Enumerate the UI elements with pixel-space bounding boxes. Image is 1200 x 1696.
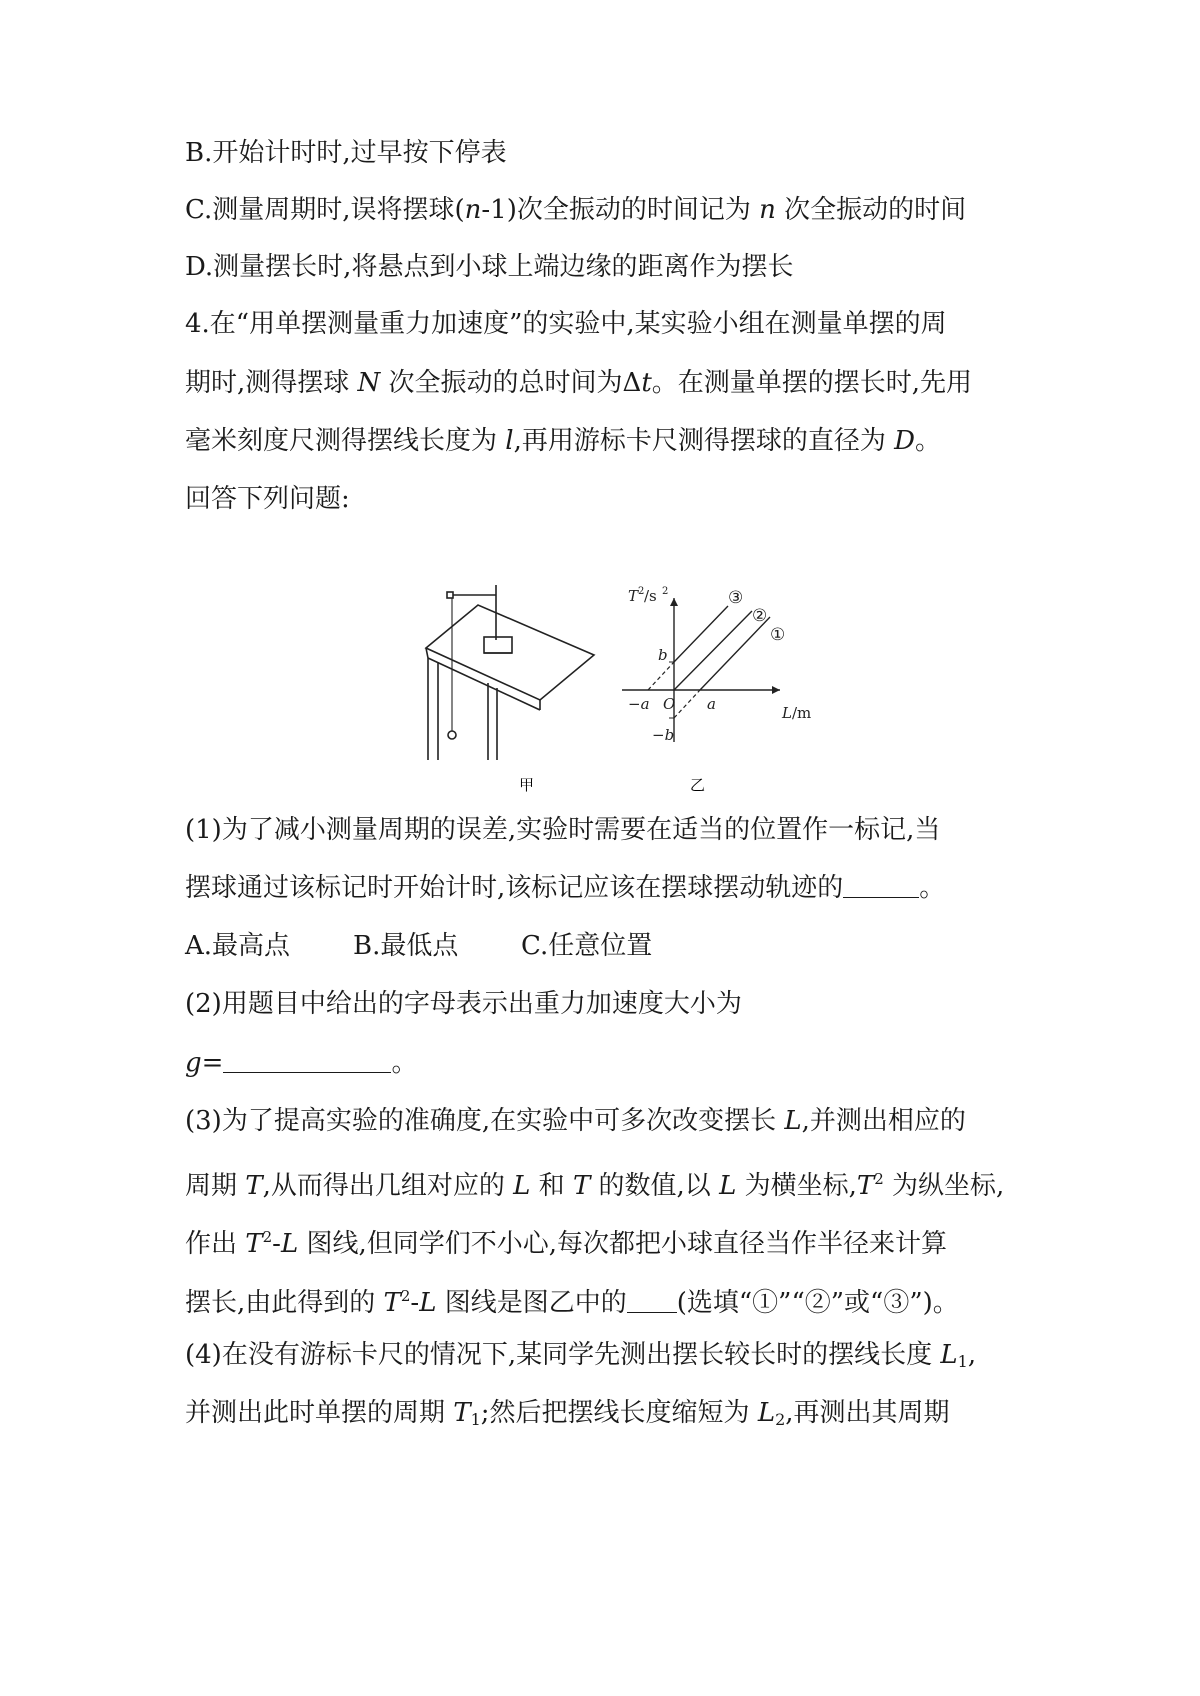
line-label-3: ③ (728, 588, 744, 608)
origin-label: O (663, 695, 676, 713)
line-label-1: ① (770, 625, 786, 645)
p1-choices (185, 929, 652, 963)
choice-a: A.最高点 (185, 931, 291, 961)
line-label-2: ② (752, 606, 768, 626)
figure-yi-caption: 乙 (690, 776, 706, 794)
choice-c: C.任意位置 (521, 931, 653, 961)
option-d: D.测量摆长时,将悬点到小球上端边缘的距离作为摆长 (185, 252, 794, 282)
choice-b: B.最低点 (353, 931, 459, 961)
label-a: a (707, 695, 716, 713)
p3-line-3: 作出 $T^2-L$ 图线,但同学们不小心,每次都把小球直径当作半径来计算 (185, 1228, 948, 1259)
pendulum-bob (448, 731, 456, 739)
p3-line-4: 摆长,由此得到的 $T^2-L$ 图线是图乙中的 (选填“①”“②”或“③”)。 (185, 1287, 959, 1318)
y-axis-label-t: T (628, 587, 639, 605)
answer-blank-2[interactable] (223, 1050, 391, 1073)
y-axis-label-unit: /s (644, 587, 657, 605)
p4-line-1: (4)在没有游标卡尺的情况下,某同学先测出摆长较长时的摆线长度 $L_1$, (185, 1340, 977, 1371)
p3-line-1: (3)为了提高实验的准确度,在实验中可多次改变摆长 L,并测出相应的 (185, 1106, 966, 1136)
label-neg-b: −b (652, 726, 675, 744)
figure-jia-caption: 甲 (519, 776, 535, 794)
y-axis-unit-exp: 2 (662, 586, 669, 597)
figures (0, 0, 1200, 800)
option-c: C.测量周期时,误将摆球(n-1)次全振动的时间记为 n 次全振动的时间 (185, 195, 967, 225)
pendulum-apparatus-figure (426, 585, 594, 760)
p2-line-1: (2)用题目中给出的字母表示出重力加速度大小为 (185, 989, 742, 1019)
p1-line-2: 摆球通过该标记时开始计时,该标记应该在摆球摆动轨迹的 。 (185, 873, 946, 903)
x-axis-unit: /m (792, 704, 812, 722)
q4-line-4: 回答下列问题: (185, 484, 350, 514)
p4-line-2: 并测出此时单摆的周期 $T_1$;然后把摆线长度缩短为 $L_2$,再测出其周期 (185, 1398, 950, 1429)
label-neg-a: −a (628, 695, 650, 713)
q4-line-1: 4.在“用单摆测量重力加速度”的实验中,某实验小组在测量单摆的周 (185, 309, 947, 339)
q4-line-2: 期时,测得摆球 N 次全振动的总时间为Δt。在测量单摆的摆长时,先用 (185, 368, 973, 398)
p3-line-2: 周期 T,从而得出几组对应的 L 和 T 的数值,以 L 为横坐标$,T^2$ 为纵坐标, (185, 1170, 1005, 1201)
stand-base (484, 637, 512, 653)
answer-blank-1[interactable] (843, 875, 919, 898)
option-b: B.开始计时时,过早按下停表 (185, 138, 507, 168)
y-axis-label-exp: 2 (638, 586, 645, 597)
x-axis-label: L (782, 704, 792, 722)
answer-blank-3[interactable] (627, 1290, 677, 1313)
graph-line-1-dashed (674, 690, 700, 718)
graph-line-3-dashed (648, 662, 674, 690)
q4-line-3: 毫米刻度尺测得摆线长度为 l,再用游标卡尺测得摆球的直径为 D。 (185, 426, 941, 456)
label-b: b (658, 646, 668, 664)
p1-line-1: (1)为了减小测量周期的误差,实验时需要在适当的位置作一标记,当 (185, 815, 941, 845)
graph-line-3 (674, 606, 728, 662)
p2-line-2: g= 。 (185, 1048, 418, 1078)
